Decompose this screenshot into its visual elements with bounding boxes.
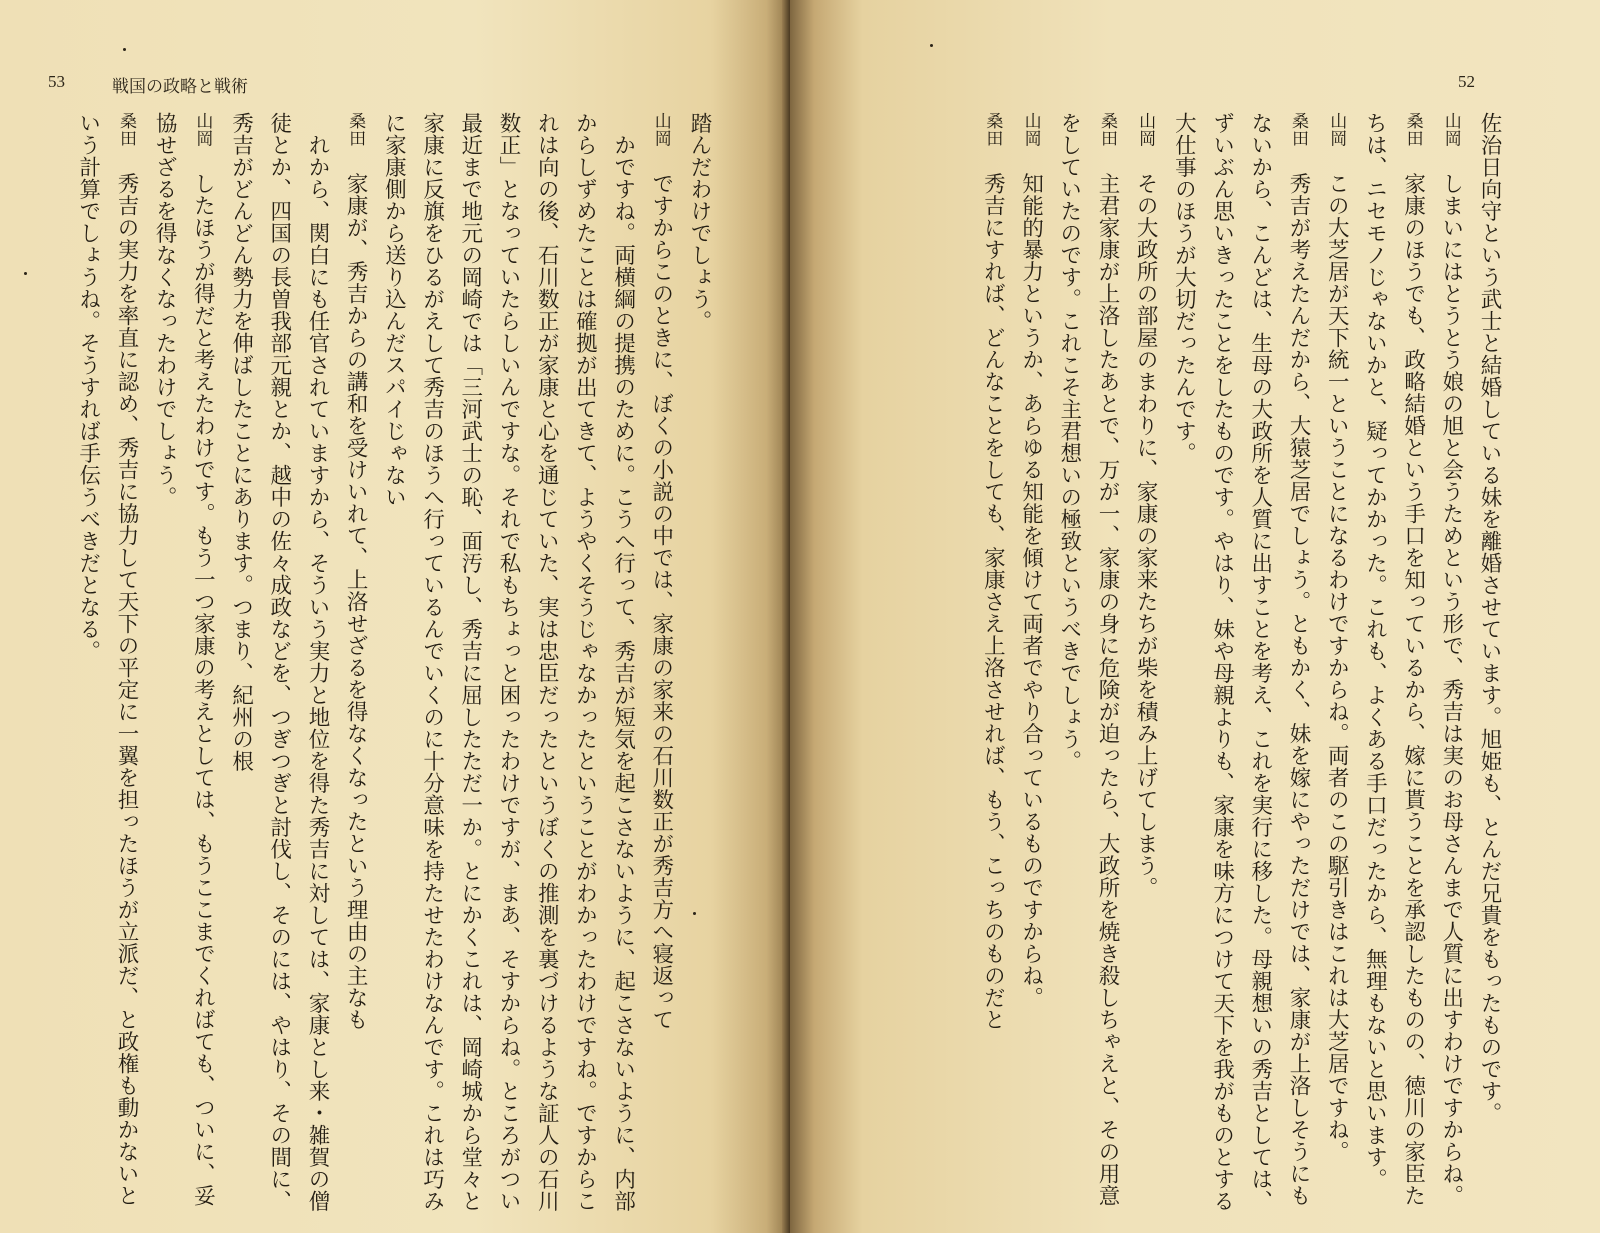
speaker-label: 桑田	[1096, 112, 1117, 165]
paragraph-text: したほうが得だと考えたわけです。もう一つ家康の考えとしては、もうここまでくればても、ついに、妥協せざるを得なくなったわけでしょう。	[152, 112, 216, 1207]
speaker-label: 桑田	[1402, 112, 1423, 165]
left-page-text	[38, 112, 718, 1212]
paragraph-text: 知能的暴力というか、あらゆる知能を傾けて両者でやり合っているものですからね。	[1018, 172, 1044, 1009]
paragraph	[145, 112, 221, 1212]
paragraph-text: 秀吉の実力を率直に認め、秀吉に協力して天下の平定に一翼を担ったほうが立派だ、と政権も動かないという計算でしょうね。そうすれば手伝うべきだとなる。	[75, 112, 139, 1207]
paragraph	[1050, 112, 1126, 1212]
paragraph	[221, 112, 336, 1212]
paragraph-text: ですからこのときに、ぼくの小説の中では、家康の家来の石川数正が秀吉方へ寝返って	[648, 172, 674, 1031]
paragraph	[973, 112, 1011, 1212]
speaker-label: 山岡	[1135, 112, 1156, 165]
speaker-label: 桑田	[345, 112, 366, 165]
paragraph	[336, 112, 374, 1212]
speck	[24, 272, 27, 275]
page-number-left: 53	[48, 72, 65, 91]
paragraph-text: 佐治日向守という武士と結婚している妹を離婚させています。旭姫も、とんだ兄貴をもったものです。	[1477, 112, 1502, 1124]
paragraph	[69, 112, 145, 1212]
paragraph	[1355, 112, 1431, 1212]
paragraph-text: 家康のほうでも、政略結婚という手口を知っているから、嫁に貰うことを承認したものの、徳川の家臣たちは、ニセモノじゃないかと、疑ってかかった。これも、よくある手口だったから、無理もないと思います。	[1362, 112, 1426, 1207]
paragraph-text: その大政所の部屋のまわりに、家康の家来たちが柴を積み上げてしまう。	[1133, 172, 1159, 899]
paragraph	[1126, 112, 1164, 1212]
speaker-label: 山岡	[1020, 112, 1041, 165]
paragraph-text: しまいにはとうとう娘の旭と会うためという形で、秀吉は実のお母さんまで人質に出すわけですからね。	[1438, 172, 1464, 1207]
paragraph-text: この大芝居が天下統一ということになるわけですからね。両者のこの駆引きはこれは大芝居ですね。	[1324, 172, 1350, 1163]
paragraph	[1011, 112, 1049, 1212]
speck	[930, 44, 933, 47]
paragraph	[1164, 112, 1317, 1212]
paragraph-text: れから、関白にも任官されていますから、そういう実力と地位を得た秀吉に対しては、家康とし来・雑賀の僧徒とか、四国の長曽我部元親とか、越中の佐々成政などを、つぎつぎと討伐し、そのには、やはり、その間に、秀吉がどんどん勢力を伸ばしたことにあります。つまり、紀州の根	[228, 112, 330, 1212]
left-page	[0, 0, 790, 1233]
page-number-right: 52	[1458, 72, 1475, 91]
paragraph-text: 踏んだわけでしょう。	[687, 112, 712, 332]
speck	[123, 48, 126, 51]
paragraph-text: 秀吉が考えたんだから、大猿芝居でしょう。ともかく、妹を嫁にやっただけでは、家康が上洛しそうにもないから、こんどは、生母の大政所を人質に出すことを考え、これを実行に移した。母親想いの秀吉としては、ずいぶん思いきったことをしたものです。やはり、妹や母親よりも、家康を味方につけて天下を我がものとする大仕事のほうが大切だったんです。	[1171, 112, 1311, 1212]
speaker-label: 山岡	[192, 112, 213, 165]
speck	[693, 912, 696, 915]
paragraph-text: かですね。両横綱の提携のために。こうへ行って、秀吉が短気を起こさないように、起こさないように、内部からしずめたことは確拠が出てきて、ようやくそうじゃなかったということがわかったわけですね。ですからこれは向の後、石川数正が家康と心を通じていた、実は忠臣だったというぼくの推測を裏づけるような証人の石川数正」となっていたらしいんですな。それで私もちょっと困ったわけですが、まあ、そすからね。ところがつい最近まで地元の岡崎では「三河武士の恥、面汚し、秀吉に屈したただ一か。とにかくこれは、岡崎城から堂々と家康に反旗をひるがえして秀吉のほうへ行っているんでいくのに十分意味を持たせたわけなんです。これは巧みに家康側から送り込んだスパイじゃない	[381, 112, 636, 1212]
right-page	[790, 0, 1600, 1233]
paragraph-text: 秀吉にすれば、どんなことをしても、家康さえ上洛させれば、もう、こっちのものだと	[980, 172, 1006, 1031]
paragraph-text: 主君家康が上洛したあとで、万が一、家康の身に危険が迫ったら、大政所を焼き殺しちゃえと、その用意をしていたのです。これこそ主君想いの極致というべきでしょう。	[1056, 112, 1120, 1207]
speaker-label: 桑田	[982, 112, 1003, 165]
paragraph	[1317, 112, 1355, 1212]
paragraph	[680, 112, 718, 1212]
speaker-label: 桑田	[1287, 112, 1308, 165]
speaker-label: 山岡	[650, 112, 671, 165]
paragraph	[1470, 112, 1508, 1212]
paragraph	[374, 112, 641, 1212]
speaker-label: 山岡	[1326, 112, 1347, 165]
speaker-label: 山岡	[1440, 112, 1461, 165]
running-title: 戦国の政略と戦術	[112, 77, 248, 97]
paragraph-text: 家康が、秀吉からの講和を受けいれて、上洛せざるを得なくなったという理由の主なも	[343, 172, 369, 1031]
paragraph	[642, 112, 680, 1212]
paragraph	[1432, 112, 1470, 1212]
speaker-label: 桑田	[115, 112, 136, 165]
right-page-text	[830, 112, 1508, 1212]
